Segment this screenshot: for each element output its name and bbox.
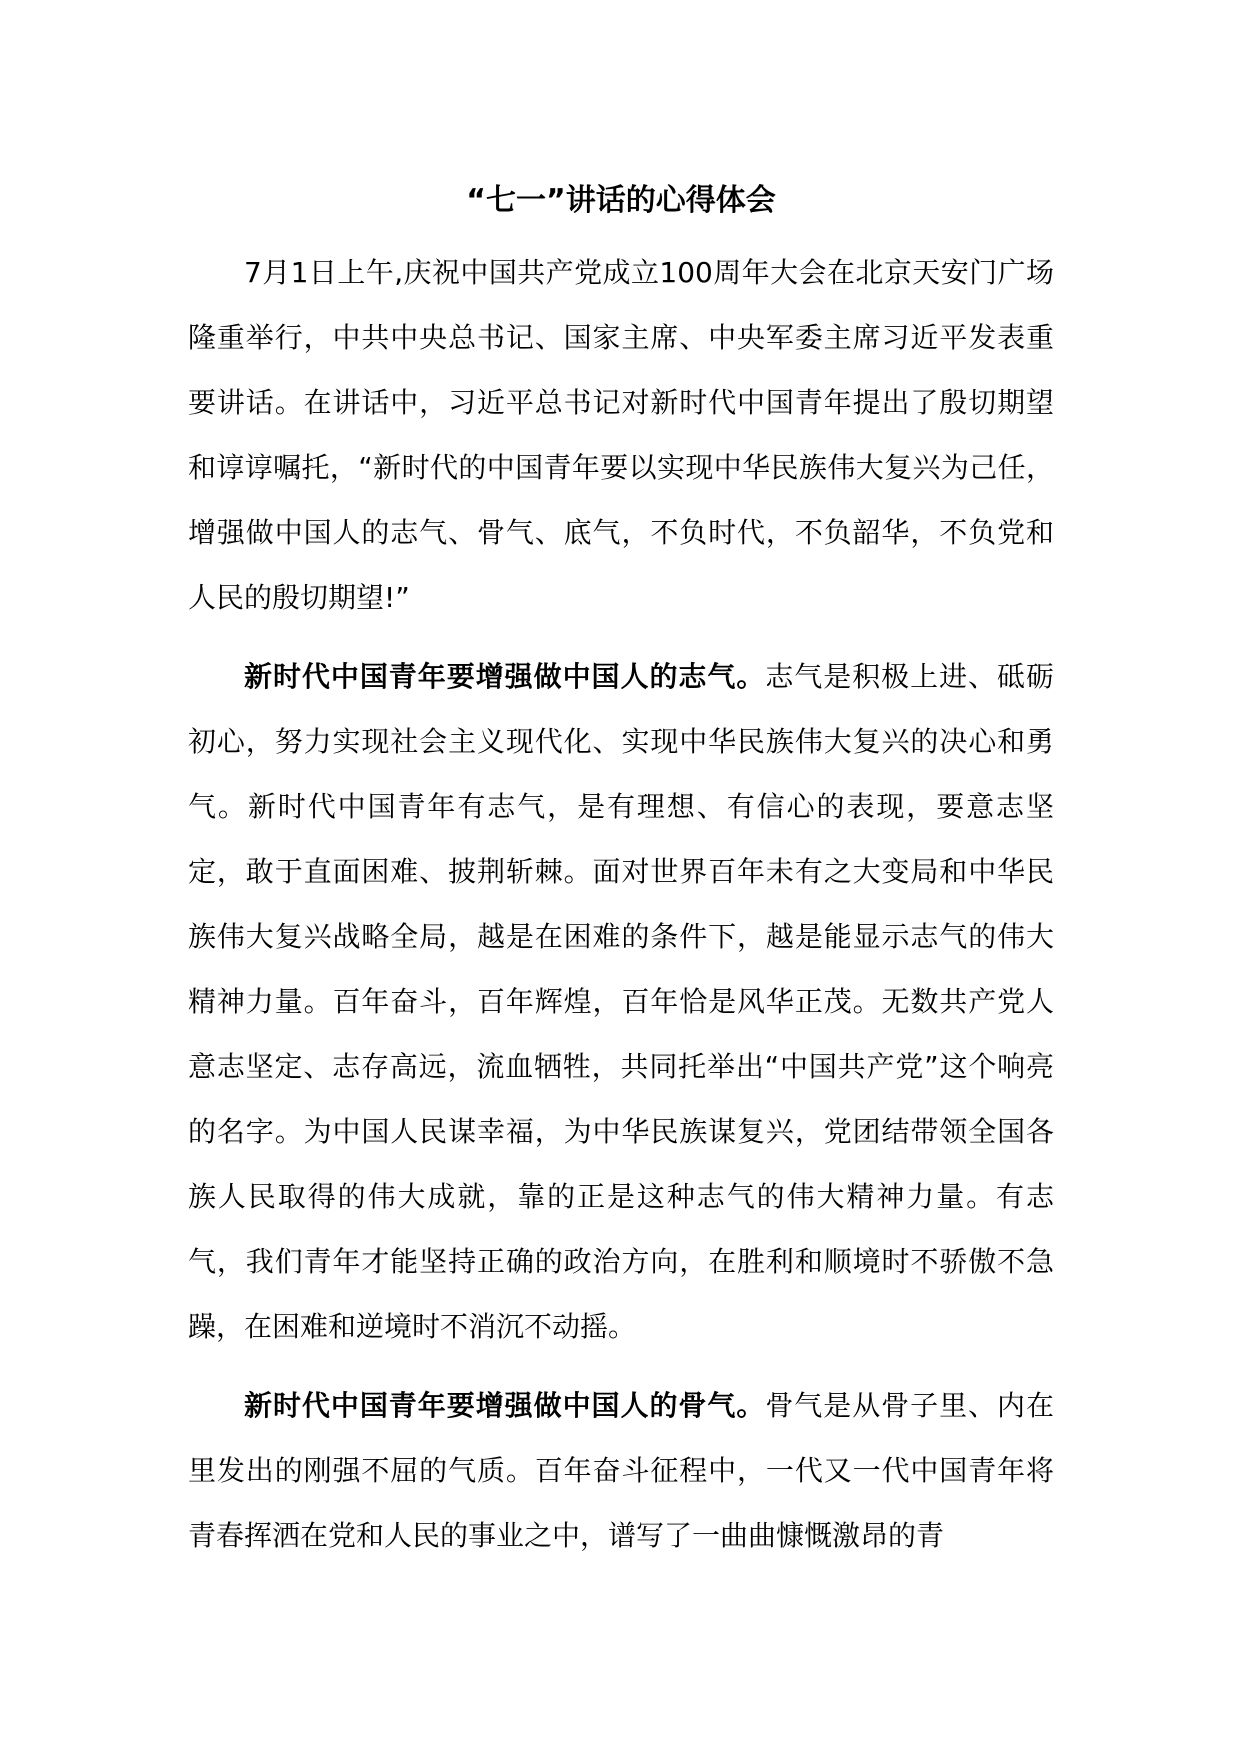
paragraph-text: 志气是积极上进、砥砺初心，努力实现社会主义现代化、实现中华民族伟大复兴的决心和勇气。新时代中国青年有志气，是有理想、有信心的表现，要意志坚定，敢于直面困难、披荆斩棘。面对世界百年未有之大变局和中华民族伟大复兴战略全局，越是在困难的条件下，越是能显示志气的伟大精神力量。百年奋斗，百年辉煌，百年恰是风华正茂。无数共产党人意志坚定、志存高远，流血牺牲，共同托举出“中国共产党”这个响亮的名字。为中国人民谋幸福，为中华民族谋复兴，党团结带领全国各族人民取得的伟大成就，靠的正是这种志气的伟大精神力量。有志气，我们青年才能坚持正确的政治方向，在胜利和顺境时不骄傲不急躁，在困难和逆境时不消沉不动摇。: [188, 660, 1054, 1343]
paragraph-lead: 新时代中国青年要增强做中国人的骨气。: [244, 1389, 766, 1422]
document-page: [188, 176, 1054, 1582]
paragraph-backbone: [188, 1373, 1054, 1568]
paragraph-text: 7月1日上午,庆祝中国共产党成立100周年大会在北京天安门广场隆重举行，中共中央总书记、国家主席、中央军委主席习近平发表重要讲话。在讲话中，习近平总书记对新时代中国青年提出了殷切期望和谆谆嘱托，“新时代的中国青年要以实现中华民族伟大复兴为己任，增强做中国人的志气、骨气、底气，不负时代，不负韶华，不负党和人民的殷切期望!”: [188, 256, 1054, 614]
paragraph-text: 骨气是从骨子里、内在里发出的刚强不屈的气质。百年奋斗征程中，一代又一代中国青年将青春挥洒在党和人民的事业之中，谱写了一曲曲慷慨激昂的青: [188, 1389, 1054, 1552]
paragraph-ambition: [188, 644, 1054, 1359]
paragraph-lead: 新时代中国青年要增强做中国人的志气。: [244, 660, 766, 693]
paragraph-intro: [188, 240, 1054, 630]
document-title: “七一”讲话的心得体会: [466, 183, 776, 218]
